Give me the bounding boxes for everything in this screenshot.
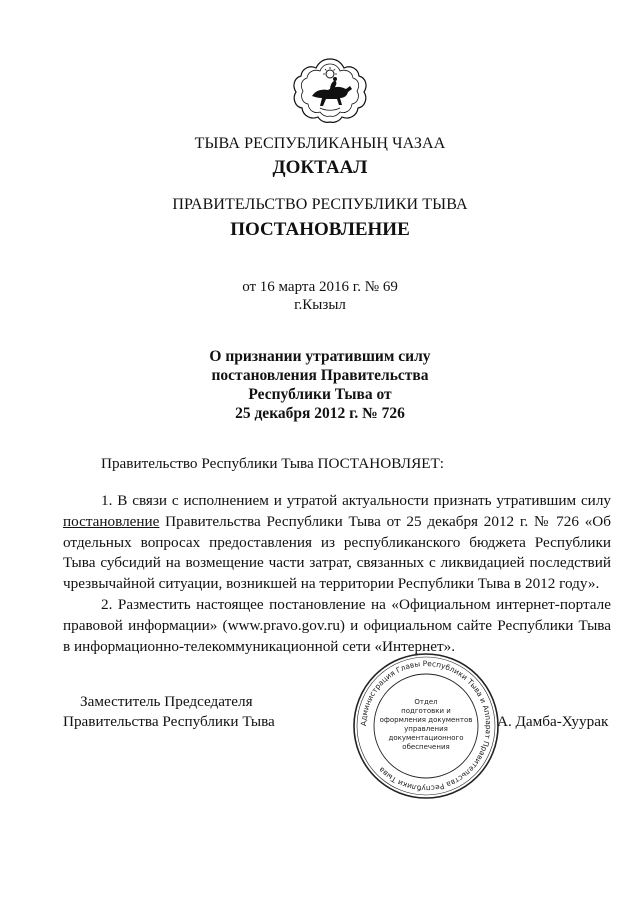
- document-title: [0, 347, 640, 423]
- official-stamp: [352, 652, 500, 800]
- paragraph-1: [63, 491, 611, 595]
- svg-text:обеспечения: обеспечения: [402, 743, 450, 751]
- paragraph-1-rest: Правительства Республики Тыва от 25 декабря 2012 г. № 726 «Об отдельных вопросах предоставления из республиканского бюджета Республики Тыва субсидий на возмещение части затрат, связанных с ликвидацией последствий чрезвычайной ситуации, возникшей на территории Республики Тыва в 2012 году».: [63, 512, 611, 593]
- resolution-link[interactable]: постановление: [63, 512, 160, 530]
- signatory-position-line-1: Заместитель Председателя: [80, 693, 253, 710]
- preamble-text: Правительство Республики Тыва ПОСТАНОВЛЯЕТ:: [101, 455, 444, 472]
- svg-text:Отдел: Отдел: [414, 698, 438, 706]
- header-tuvan-government: ТЫВА РЕСПУБЛИКАНЫҢ ЧАЗАА: [194, 135, 446, 152]
- signatory-name: А. Дамба-Хуурак: [497, 713, 609, 730]
- document-city: г.Кызыл: [294, 297, 346, 313]
- title-line: 25 декабря 2012 г. № 726: [235, 405, 405, 422]
- title-line: Республики Тыва от: [248, 386, 392, 403]
- title-line: О признании утратившим силу: [209, 348, 431, 365]
- svg-text:управления: управления: [404, 725, 448, 733]
- header-russian-government: ПРАВИТЕЛЬСТВО РЕСПУБЛИКИ ТЫВА: [172, 196, 468, 213]
- svg-text:оформления документов: оформления документов: [379, 716, 473, 724]
- paragraph-1-lead: 1. В связи с исполнением и утратой актуальности признать утратившим силу: [101, 492, 611, 509]
- svg-text:подготовки и: подготовки и: [401, 707, 451, 715]
- header-tuvan-document-type: ДОКТААЛ: [272, 157, 368, 178]
- title-line: постановления Правительства: [211, 367, 429, 384]
- header-russian-document-type: ПОСТАНОВЛЕНИЕ: [230, 219, 410, 240]
- paragraph-2: 2. Разместить настоящее постановление на «Официальном интернет-портале правовой информации» (www.pravo.gov.ru) и официальном сайте Республики Тыва в информационно-телекоммуникационной сети «Интернет».: [63, 596, 611, 655]
- document-date-number: от 16 марта 2016 г. № 69: [242, 279, 398, 295]
- svg-text:Администрация Главы Республики: Администрация Главы Республики Тыва и Аппарат Правительства Республики Тыва: [358, 658, 494, 794]
- svg-text:документационного: документационного: [388, 734, 464, 742]
- signatory-position-line-2: Правительства Республики Тыва: [63, 713, 275, 730]
- coat-of-arms-emblem: [290, 56, 370, 124]
